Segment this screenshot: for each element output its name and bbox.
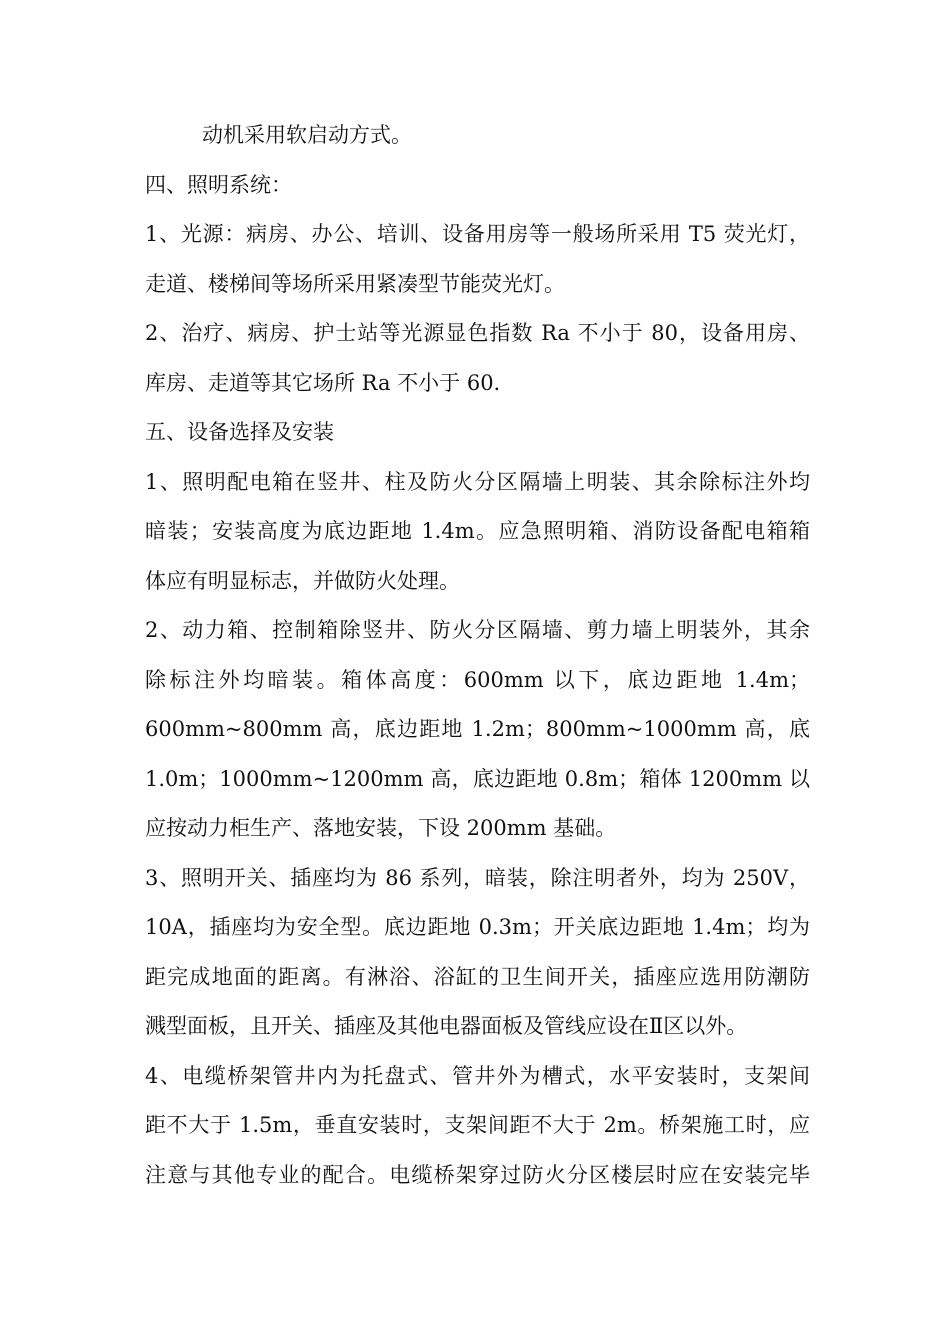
text-line: 体应有明显标志，并做防火处理。 [145, 568, 460, 593]
text-line: 走道、楼梯间等场所采用紧凑型节能荧光灯。 [145, 271, 565, 296]
text-line: 溅型面板，且开关、插座及其他电器面板及管线应设在Ⅱ区以外。 [145, 1014, 748, 1038]
text-line: 10A，插座均为安全型。底边距地 0.3m；开关底边距地 1.4m；均为 [145, 915, 810, 939]
text-line: 除标注外均暗装。箱体高度：600mm 以下，底边距地 1.4m； [145, 667, 810, 692]
text-line: 1.0m；1000mm~1200mm 高，底边距地 0.8m；箱体 1200mm 以 [145, 766, 810, 791]
text-line: 1、照明配电箱在竖井、柱及防火分区隔墙上明装、其余除标注外均 [145, 469, 810, 494]
text-line: 距不大于 1.5m，垂直安装时，支架间距不大于 2m。桥架施工时，应 [145, 1113, 810, 1137]
text-line: 3、照明开关、插座均为 86 系列，暗装，除注明者外，均为 250V， [145, 865, 810, 890]
text-line: 600mm~800mm 高，底边距地 1.2m；800mm~1000mm 高，底 [145, 717, 810, 741]
text-line: 注意与其他专业的配合。电缆桥架穿过防火分区楼层时应在安装完毕 [145, 1162, 810, 1187]
text-line: 1、光源：病房、办公、培训、设备用房等一般场所采用 T5 荧光灯， [145, 222, 810, 246]
section-heading: 四、照明系统： [145, 172, 292, 197]
text-line: 4、电缆桥架管井内为托盘式、管井外为槽式，水平安装时，支架间 [145, 1063, 810, 1088]
document-body [145, 111, 810, 1200]
section-heading: 五、设备选择及安装 [145, 420, 334, 444]
text-line: 距完成地面的距离。有淋浴、浴缸的卫生间开关，插座应选用防潮防 [145, 964, 810, 989]
text-line: 暗装；安装高度为底边距地 1.4m。应急照明箱、消防设备配电箱箱 [145, 519, 810, 543]
text-line: 2、动力箱、控制箱除竖井、防火分区隔墙、剪力墙上明装外，其余 [145, 618, 810, 642]
text-line: 应按动力柜生产、落地安装，下设 200mm 基础。 [145, 816, 617, 840]
text-line: 库房、走道等其它场所 Ra 不小于 60. [145, 370, 501, 395]
text-line: 2、治疗、病房、护士站等光源显色指数 Ra 不小于 80，设备用房、 [145, 321, 810, 345]
text-line: 动机采用软启动方式。 [202, 123, 412, 147]
